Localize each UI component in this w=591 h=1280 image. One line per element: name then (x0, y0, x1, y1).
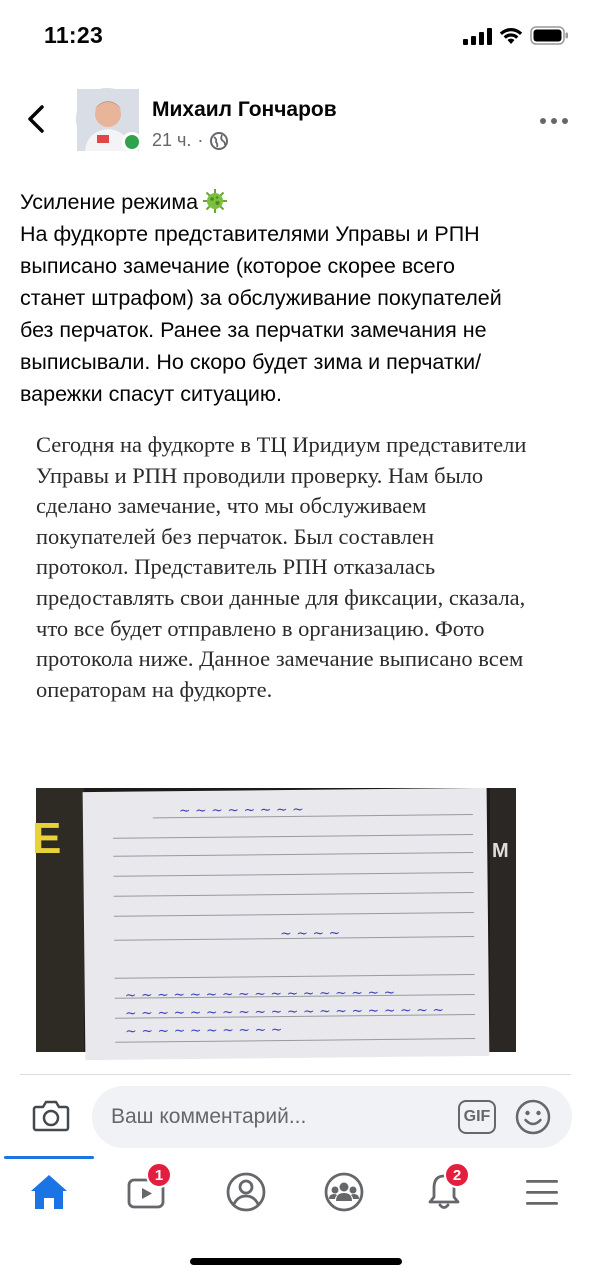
profile-icon (224, 1170, 268, 1214)
author-avatar[interactable] (76, 88, 140, 152)
active-tab-indicator (4, 1156, 94, 1159)
tab-profile[interactable] (224, 1170, 268, 1214)
image-text-line: Управы и РПН проводили проверку. Нам было (36, 462, 484, 488)
post-text-line: Усиление режима (20, 186, 580, 218)
image-text-line: предоставлять свои данные для фиксации, сказала, (36, 584, 526, 610)
groups-icon (322, 1170, 366, 1214)
wifi-icon (499, 26, 523, 45)
status-time: 11:23 (44, 22, 104, 48)
comment-bar (0, 1084, 591, 1148)
post-text (20, 186, 580, 410)
virus-emoji-icon (202, 188, 228, 214)
protocol-paper: ~ ~ ~ ~ ~ ~ ~ ~ ~ ~ ~ ~ ~ ~ ~ ~ ~ ~ ~ ~ ~ ~ ~ ~ ~ ~ ~ ~ ~ ~ ~ ~ ~ ~ ~ ~ ~ ~ ~ ~ ~ ~ ~ ~ ~ ~ ~ ~ ~ ~ ~ ~ ~ ~ ~ ~ ~ ~ ~ (83, 788, 490, 1060)
notifications-badge: 2 (444, 1162, 470, 1188)
globe-icon (209, 131, 229, 151)
tab-groups[interactable] (322, 1170, 366, 1214)
image-text-line: операторам на фудкорте. (36, 676, 273, 702)
author-name[interactable]: Михаил Гончаров (152, 98, 337, 121)
emoji-icon[interactable] (514, 1098, 552, 1136)
cellular-signal-icon (463, 28, 493, 45)
post-image[interactable] (0, 422, 591, 1052)
post-text-line: выписано замечание (которое скорее всего (20, 254, 455, 278)
watch-badge: 1 (146, 1162, 172, 1188)
image-text-line: покупателей без перчаток. Был составлен (36, 523, 434, 549)
tab-notifications[interactable] (422, 1167, 466, 1214)
tab-menu[interactable] (520, 1170, 564, 1214)
tab-home[interactable] (27, 1170, 71, 1214)
image-text-line: Сегодня на фудкорте в ТЦ Иридиум представители (36, 432, 527, 457)
divider (20, 1074, 571, 1075)
post-text-line: На фудкорте представителями Управы и РПН (20, 222, 480, 246)
post-text-line: станет штрафом) за обслуживание покупателей (20, 286, 502, 310)
gif-icon[interactable]: GIF (458, 1100, 496, 1134)
image-text-line: протокол. Представитель РПН отказалась (36, 554, 436, 580)
post-text-line: варежки спасут ситуацию. (20, 382, 282, 406)
post-time[interactable]: 21 ч. (152, 130, 192, 150)
meta-separator: · (197, 130, 204, 150)
post-text-line: без перчаток. Ранее за перчатки замечания не (20, 318, 487, 342)
post-text-line: выписывали. Но скоро будет зима и перчатки/ (20, 350, 482, 374)
menu-icon (520, 1170, 564, 1214)
protocol-photo (32, 788, 516, 1052)
comment-placeholder: Ваш комментарий... (111, 1105, 307, 1128)
image-text-line: сделано замечание, что мы обслуживаем (36, 493, 427, 519)
tab-watch[interactable] (124, 1167, 168, 1214)
post-meta (152, 130, 229, 151)
back-arrow-icon[interactable] (20, 102, 54, 136)
status-bar (0, 0, 591, 72)
battery-icon (530, 26, 569, 45)
image-document-text (36, 430, 576, 705)
home-icon (27, 1170, 71, 1214)
photo-background-left: E (36, 788, 84, 1052)
post-header (0, 80, 591, 170)
camera-icon[interactable] (32, 1098, 70, 1132)
image-text-line: протокола ниже. Данное замечание выписано всем (36, 646, 524, 672)
image-text-line: что все будет отправлено в организацию. Фото (36, 615, 485, 641)
more-options-icon[interactable] (538, 116, 570, 126)
photo-background-right: M (490, 788, 516, 1052)
home-indicator (190, 1258, 402, 1265)
tab-bar (0, 1156, 591, 1226)
comment-input[interactable] (92, 1086, 572, 1148)
online-status-dot (122, 132, 142, 152)
